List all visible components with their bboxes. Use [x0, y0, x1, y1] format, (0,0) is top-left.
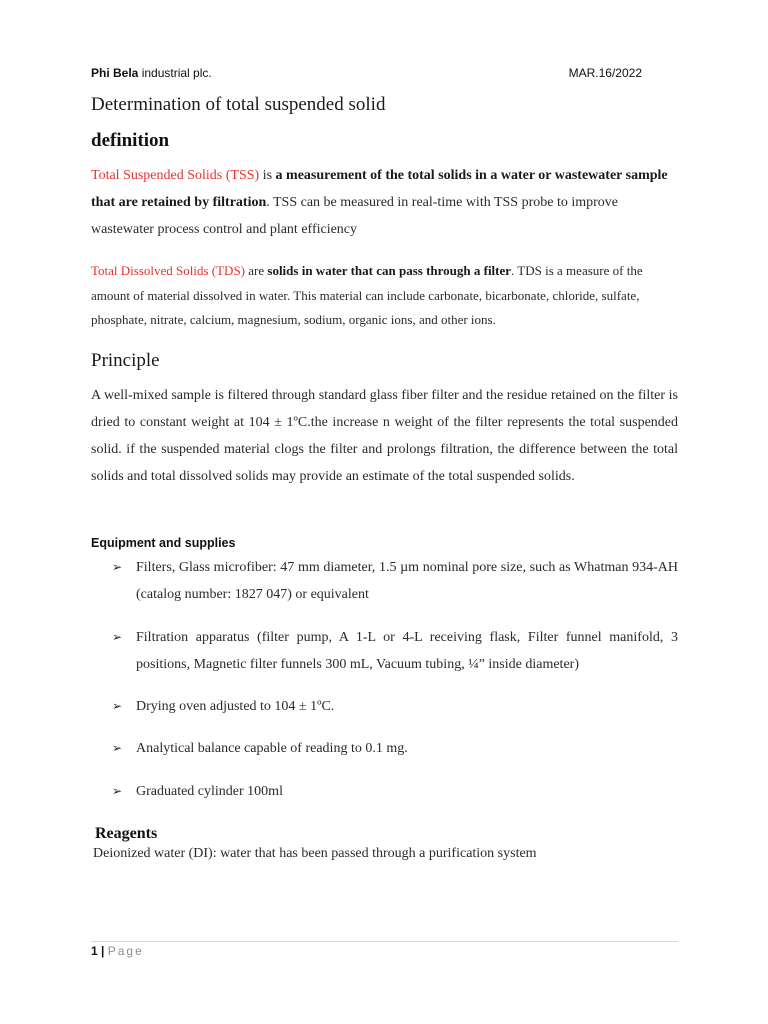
tds-bold-definition: solids in water that can pass through a filter [267, 263, 512, 278]
equipment-item [112, 735, 678, 762]
footer-divider [91, 941, 678, 942]
reagents-text: Deionized water (DI): water that has been passed through a purification system [93, 846, 537, 861]
reagents-heading: Reagents [95, 825, 158, 842]
arrow-bullet-icon: ➢ [112, 560, 123, 574]
equipment-item-text: Graduated cylinder 100ml [136, 784, 283, 799]
arrow-bullet-icon: ➢ [112, 741, 123, 755]
tss-term: Total Suspended Solids (TSS) [91, 168, 260, 183]
equipment-heading: Equipment and supplies [91, 536, 236, 550]
equipment-item [112, 624, 678, 678]
page-separator: | [97, 944, 108, 958]
equipment-item-text: Filters, Glass microfiber: 47 mm diameter, 1.5 µm nominal pore size, such as Whatman 934-AH (catalog number: 1827 047) or equivalent [136, 560, 678, 602]
equipment-item [112, 554, 678, 608]
definition-heading: definition [91, 130, 170, 151]
page-label: Page [107, 944, 144, 958]
equipment-item [112, 778, 678, 805]
equipment-item-text: Analytical balance capable of reading to 0.1 mg. [136, 741, 408, 756]
header-date: MAR.16/2022 [568, 66, 642, 80]
tss-bold-definition: a measurement of the total solids in a water or wastewater sample that are retained by filtration [91, 168, 668, 210]
document-title: Determination of total suspended solid [91, 94, 386, 115]
page-header [91, 66, 642, 80]
equipment-item-text: Filtration apparatus (filter pump, A 1-L or 4-L receiving flask, Filter funnel manifold, 3 positions, Magnetic filter funnels 300 mL, Vacuum tubing, ¼” inside diameter) [136, 630, 678, 672]
company-name: Phi Bela industrial plc. [91, 66, 212, 80]
equipment-item-text: Drying oven adjusted to 104 ± 1ºC. [136, 699, 335, 714]
tss-paragraph: Total Suspended Solids (TSS) is a measurement of the total solids in a water or wastewater sample that are retained by filtration. TSS can be measured in real-time with TSS probe to improve wastewater process control and plant efficiency [91, 168, 668, 237]
tds-term: Total Dissolved Solids (TDS) [91, 263, 246, 278]
tds-paragraph: Total Dissolved Solids (TDS) are solids in water that can pass through a filter. TDS is a measure of the amount of material dissolved in water. This material can include carbonate, bicarbonate, chloride, sulfate, phosphate, nitrate, calcium, magnesium, sodium, organic ions, and other ions. [91, 263, 643, 327]
page-number: 1 [91, 944, 98, 958]
arrow-bullet-icon: ➢ [112, 784, 123, 798]
principle-heading: Principle [91, 350, 160, 371]
arrow-bullet-icon: ➢ [112, 630, 123, 644]
arrow-bullet-icon: ➢ [112, 699, 123, 713]
equipment-item [112, 693, 678, 720]
principle-paragraph: A well-mixed sample is filtered through standard glass fiber filter and the residue retained on the filter is dried to constant weight at 104 ± 1ºC.the increase n weight of the filter represents the total suspended solid. if the suspended material clogs the filter and prolongs filtration, the difference between the total solids and total dissolved solids may provide an estimate of the total suspended solids. [91, 388, 678, 484]
page-footer [91, 944, 144, 958]
